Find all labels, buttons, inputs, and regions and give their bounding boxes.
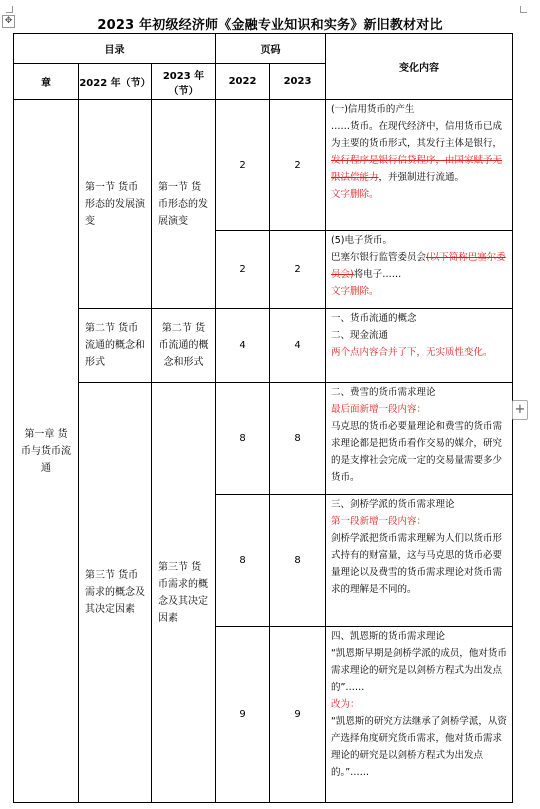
page-2022-cell: 2	[216, 231, 270, 309]
change-cell	[326, 627, 513, 803]
page-2022-cell: 4	[216, 309, 270, 383]
change-line: (5)电子货币。	[331, 235, 392, 246]
page-2023-cell: 2	[270, 100, 326, 231]
header-pages: 页码	[216, 34, 326, 64]
section-2022-cell: 第一节 货币形态的发展演变	[79, 100, 152, 309]
page-2022-cell: 8	[216, 383, 270, 495]
table-move-handle-icon[interactable]: ✥	[2, 15, 15, 28]
change-line	[331, 118, 507, 186]
page-2023-cell: 9	[270, 627, 326, 803]
section-2023-cell: 第三节 货币需求的概念及其决定因素	[152, 383, 216, 803]
comparison-table	[13, 33, 513, 803]
page-2022-cell: 8	[216, 495, 270, 627]
change-text: ……货币。在现代经济中，信用货币已成为主要的货币形式，其发行主体是银行，	[331, 121, 503, 149]
table-row	[14, 100, 513, 231]
change-line	[331, 249, 507, 283]
header-year-2022: 2022	[216, 64, 270, 100]
change-line: “凯恩斯的研究方法继承了剑桥学派，从资产选择角度研究货币需求，他对货币需求理论的研究是以剑桥方程式为出发点的。”……	[331, 716, 507, 778]
change-cell	[326, 231, 513, 309]
page-corner-mark-left	[6, 6, 13, 13]
change-line: 二、费雪的货币需求理论	[331, 387, 436, 398]
change-line: 二、现金流通	[331, 330, 389, 341]
section-2023-cell: 第二节 货币流通的概念和形式	[152, 309, 216, 383]
deleted-text: 发行程序是银行信贷程序，由国家赋予无限法偿能力	[331, 155, 503, 183]
change-cell	[326, 495, 513, 627]
section-2022-cell: 第三节 货币需求的概念及其决定因素	[79, 383, 152, 803]
page-2023-cell: 8	[270, 495, 326, 627]
change-cell	[326, 100, 513, 231]
change-line: 四、凯恩斯的货币需求理论	[331, 631, 446, 642]
chapter-cell: 第一章 货币与货币流通	[14, 100, 79, 803]
change-line: 剑桥学派把货币需求理解为人们以货币形式持有的财富量，这与马克思的货币必要量理论以及费雪的货币需求理论对货币需求的理解是不同的。	[331, 533, 503, 595]
change-note: 文字删除。	[331, 189, 379, 200]
change-note: 改为：	[331, 699, 360, 710]
change-text: 将电子……	[353, 269, 402, 280]
change-text: 巴塞尔银行监管委员会	[331, 252, 427, 263]
change-cell	[326, 309, 513, 383]
page-2023-cell: 4	[270, 309, 326, 383]
header-section-2022: 2022 年（节）	[79, 64, 152, 100]
change-line: 一、货币流通的概念	[331, 313, 417, 324]
change-note: 两个点内容合并了下，无实质性变化。	[331, 347, 493, 358]
page-corner-mark-right	[520, 6, 527, 13]
change-note: 文字删除。	[331, 286, 379, 297]
section-2023-cell: 第一节 货币形态的发展演变	[152, 100, 216, 309]
header-change: 变化内容	[326, 34, 513, 100]
table-row	[14, 309, 513, 383]
page-2023-cell: 8	[270, 383, 326, 495]
change-cell	[326, 383, 513, 495]
change-line: 马克思的货币必要量理论和费雪的货币需求理论都是把货币看作交易的媒介，研究的是支撑社会完成一定的交易量需要多少货币。	[331, 421, 503, 483]
change-note: 第一段新增一段内容：	[331, 516, 427, 527]
change-line: 三、剑桥学派的货币需求理论	[331, 499, 455, 510]
header-year-2023: 2023	[270, 64, 326, 100]
page-2022-cell: 9	[216, 627, 270, 803]
add-column-handle-icon[interactable]: +	[512, 400, 528, 420]
header-chapter: 章	[14, 64, 79, 100]
change-note: 最后面新增一段内容：	[331, 404, 427, 415]
change-text: ，并强制进行流通。	[378, 172, 465, 183]
section-2022-cell: 第二节 货币流通的概念和形式	[79, 309, 152, 383]
header-catalog: 目录	[14, 34, 216, 64]
page-title: 2023 年初级经济师《金融专业知识和实务》新旧教材对比	[97, 18, 443, 33]
page-2022-cell: 2	[216, 100, 270, 231]
deleted-text: (以下简称巴塞尔委员会)	[331, 252, 506, 280]
change-line: “凯恩斯早期是剑桥学派的成员，他对货币需求理论的研究是以剑桥方程式为出发点的”……	[331, 648, 507, 693]
header-section-2023: 2023 年（节）	[152, 64, 216, 100]
change-line: (一)信用货币的产生	[331, 104, 415, 115]
table-row	[14, 383, 513, 495]
page-2023-cell: 2	[270, 231, 326, 309]
